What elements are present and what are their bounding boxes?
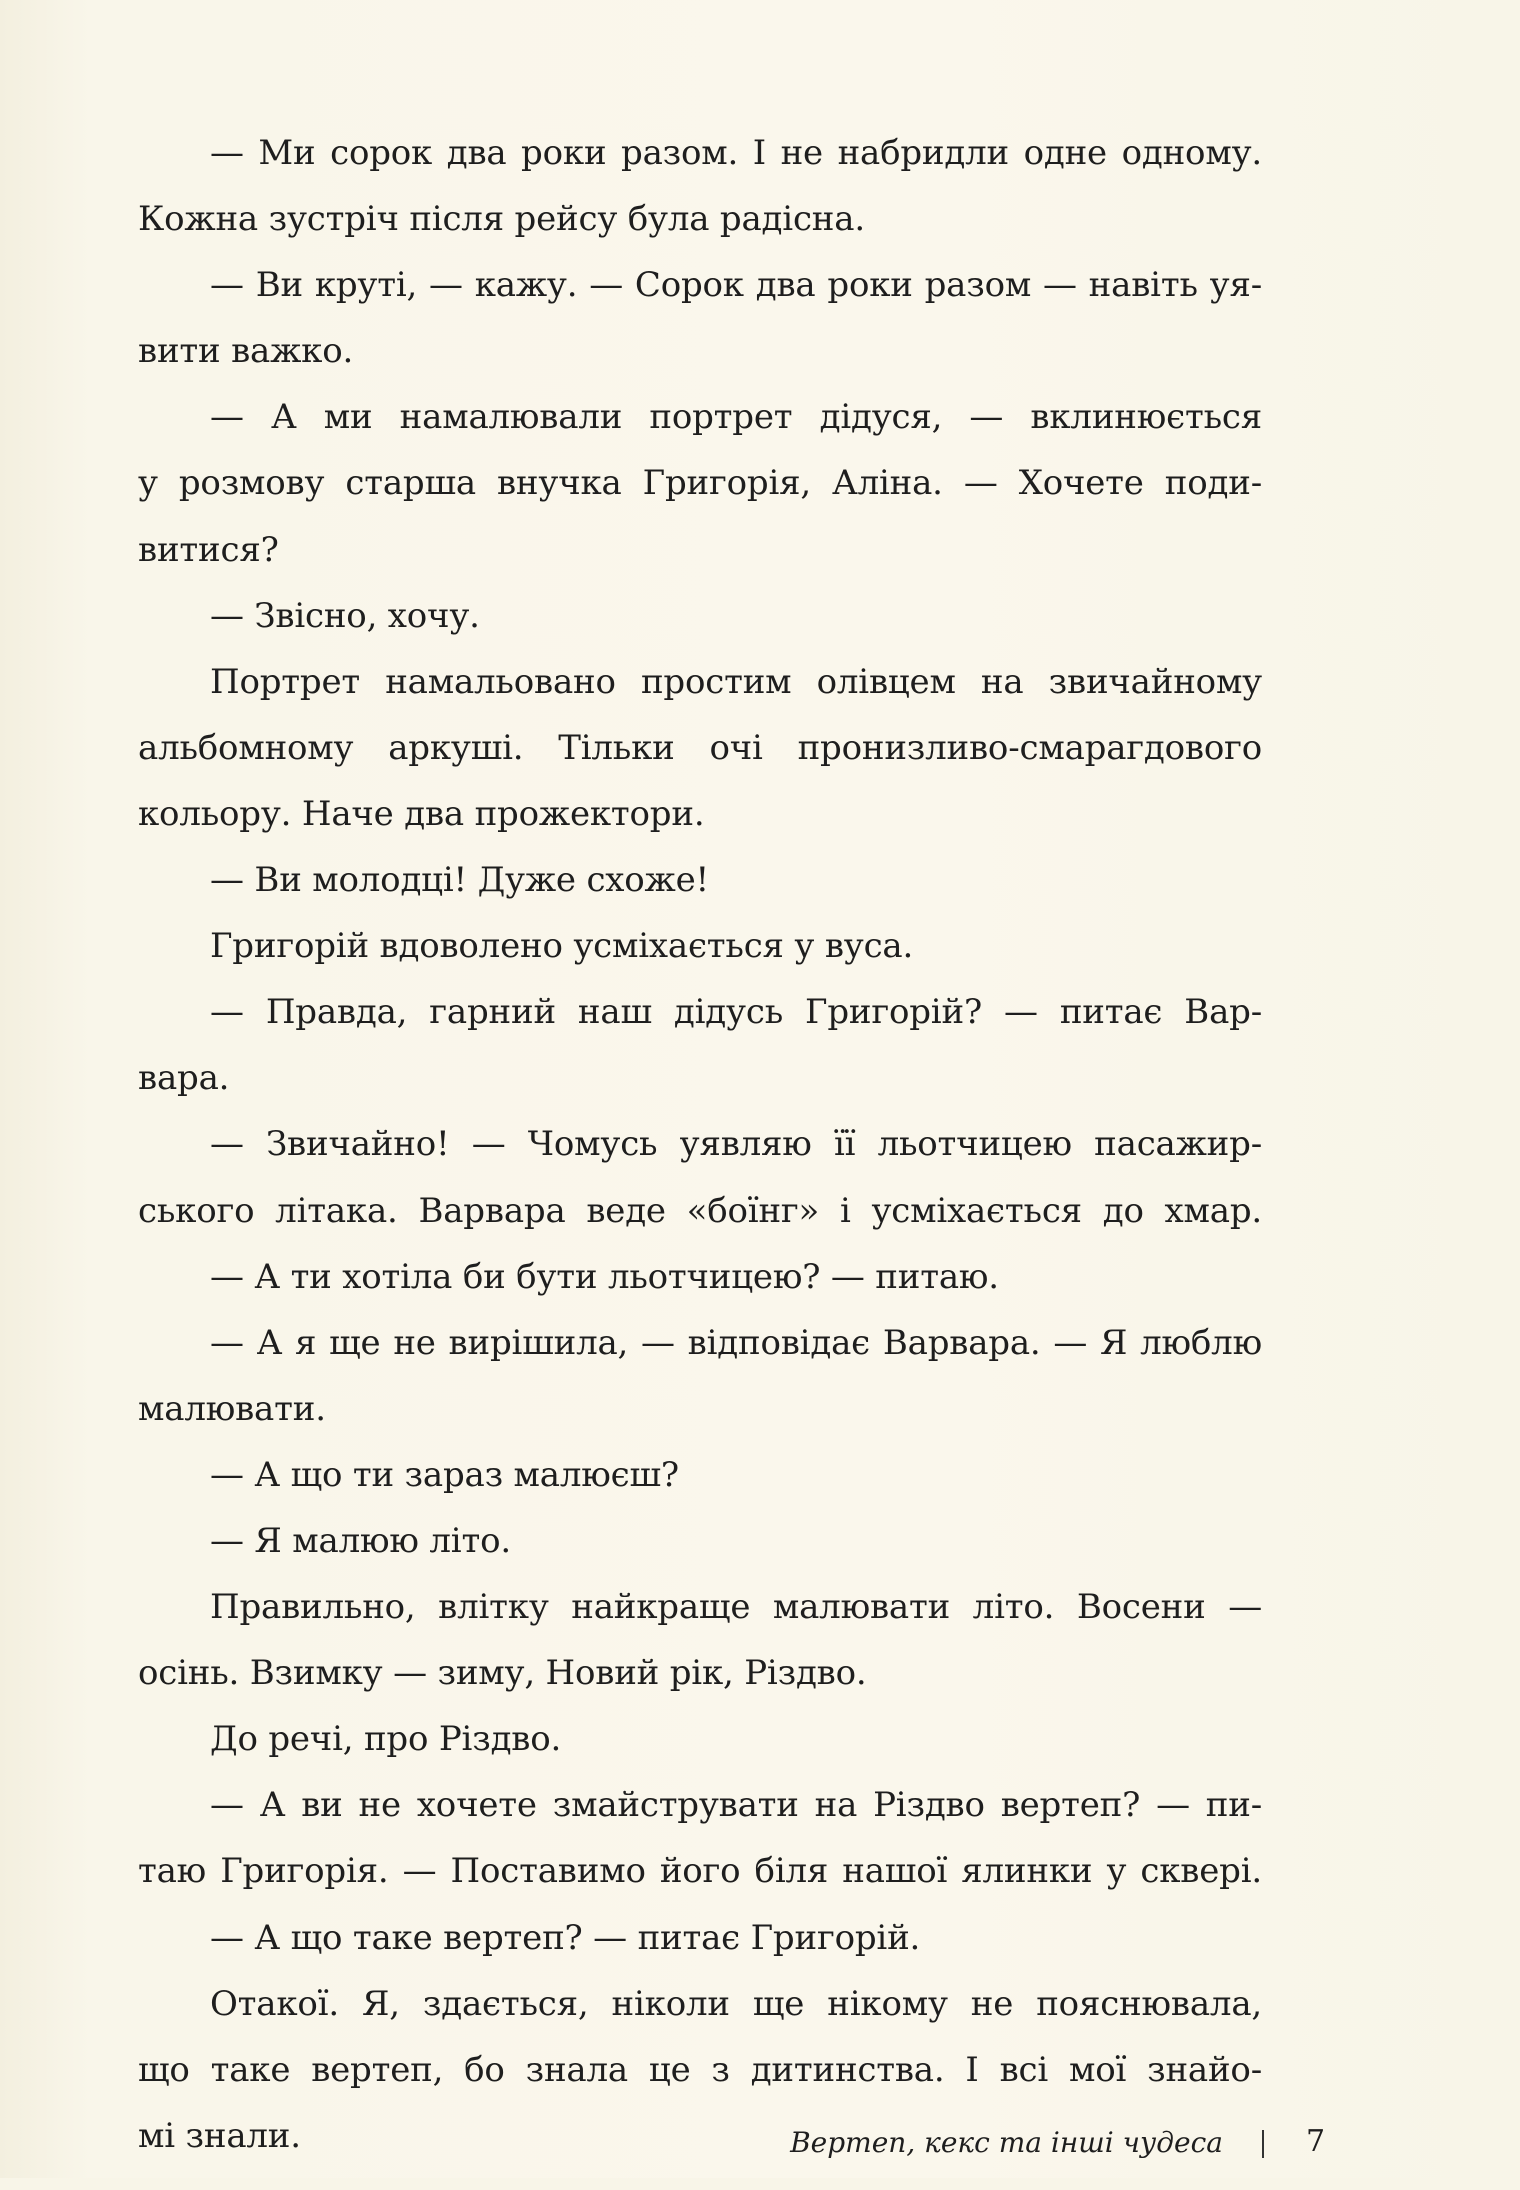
text-line: що таке вертеп, бо знала це з дитинства. І всі мої знайо- <box>138 2049 1262 2090</box>
text-line: — А ти хотіла би бути льотчицею? — питаю. <box>210 1256 999 1297</box>
text-line: — Звісно, хочу. <box>210 595 480 636</box>
text-line: осінь. Взимку — зиму, Новий рік, Різдво. <box>138 1653 867 1694</box>
body-text <box>138 120 1262 2169</box>
text-line: мі знали. <box>138 2115 301 2156</box>
text-line: — Правда, гарний наш дідусь Григорій? — питає Вар- <box>210 992 1262 1033</box>
text-line: — А що ти зараз малюєш? <box>210 1454 679 1495</box>
footer-divider <box>1262 2130 1264 2158</box>
text-line: До речі, про Різдво. <box>210 1719 562 1760</box>
text-line: — Ви круті, — кажу. — Сорок два роки разом — навіть уя- <box>210 265 1262 306</box>
text-line: Отакої. Я, здається, ніколи ще нікому не пояснювала, <box>210 1983 1262 2024</box>
text-line: малювати. <box>138 1388 326 1429</box>
text-line: кольору. Наче два прожектори. <box>138 793 705 834</box>
text-line: — Ми сорок два роки разом. І не набридли одне одному. <box>210 133 1262 173</box>
text-line: витися? <box>138 529 279 570</box>
text-line: Кожна зустріч після рейсу була радісна. <box>138 199 865 240</box>
text-line: Портрет намальовано простим олівцем на звичайному <box>210 661 1262 702</box>
text-line: — Ви молодці! Дуже схоже! <box>210 860 709 901</box>
text-line: вара. <box>138 1058 230 1099</box>
text-line: Григорій вдоволено усміхається у вуса. <box>210 926 914 967</box>
text-line: таю Григорія. — Поставимо його біля нашої ялинки у сквері. <box>138 1851 1262 1892</box>
text-line: ського літака. Варвара веде «боїнг» і усміхається до хмар. <box>138 1190 1262 1231</box>
text-line: альбомному аркуші. Тільки очі пронизливо-смарагдового <box>138 727 1262 768</box>
text-line: — А що таке вертеп? — питає Григорій. <box>210 1917 921 1958</box>
text-line: — А ми намалювали портрет дідуся, — вклинюється <box>210 397 1262 438</box>
text-line: Правильно, влітку найкраще малювати літо. Восени — <box>210 1587 1262 1628</box>
text-line: — А я ще не вирішила, — відповідає Варвара. — Я люблю <box>210 1322 1262 1363</box>
page-number: 7 <box>1306 2124 1326 2159</box>
running-title: Вертеп, кекс та інші чудеса <box>790 2126 1223 2159</box>
text-line: — А ви не хочете змайструвати на Різдво вертеп? — пи- <box>210 1785 1262 1826</box>
text-line: — Я малюю літо. <box>210 1520 511 1561</box>
text-line: у розмову старша внучка Григорія, Аліна. — Хочете поди- <box>138 463 1262 504</box>
text-line: вити важко. <box>138 331 354 372</box>
text-line: — Звичайно! — Чомусь уявляю її льотчицею пасажир- <box>210 1124 1262 1165</box>
